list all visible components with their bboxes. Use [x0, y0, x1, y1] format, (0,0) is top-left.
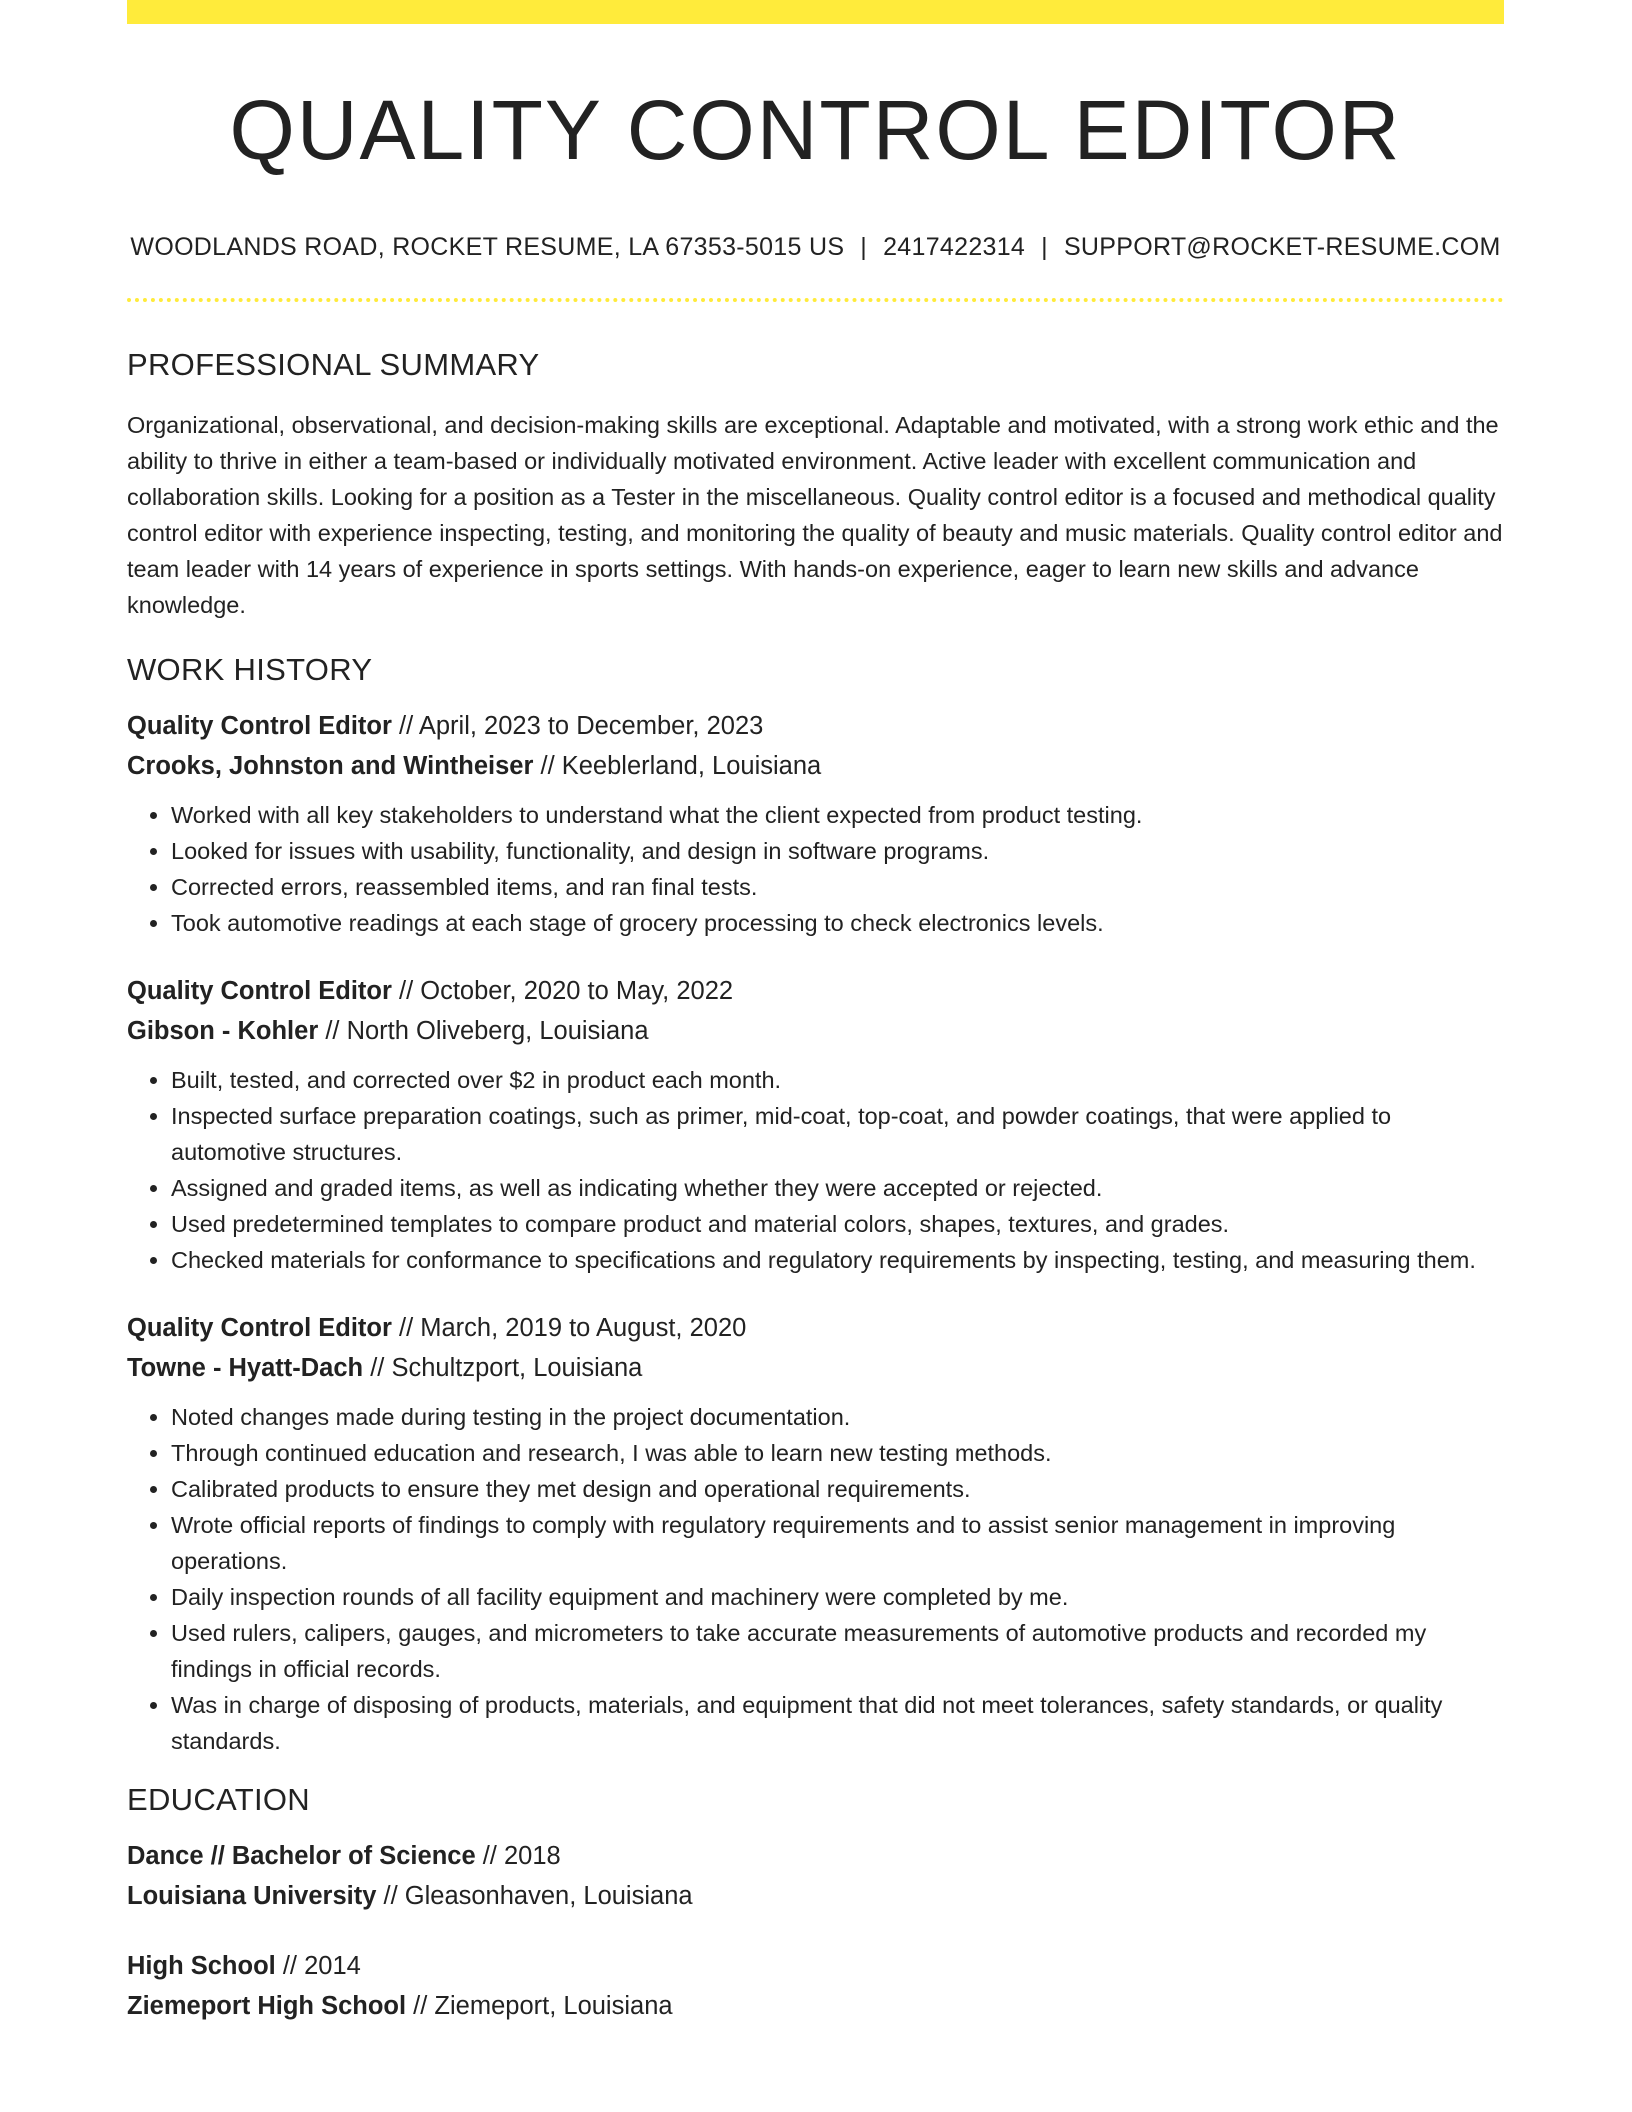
section-title-work-history: WORK HISTORY	[127, 651, 373, 687]
job-bullet: • Used predetermined templates to compare product and material colors, shapes, textures, and grades.	[171, 1206, 1504, 1242]
job-bullet: • Worked with all key stakeholders to understand what the client expected from product testing.	[171, 797, 1504, 833]
job-company: Towne - Hyatt-Dach	[127, 1353, 364, 1382]
job-bullets	[127, 1062, 1504, 1278]
education-location: // Gleasonhaven, Louisiana	[376, 1881, 693, 1910]
job-location: // Schultzport, Louisiana	[363, 1353, 643, 1382]
job-dates: // April, 2023 to December, 2023	[391, 711, 764, 740]
section-title-summary: PROFESSIONAL SUMMARY	[127, 347, 540, 383]
education-degree-line	[127, 1946, 1504, 1986]
education-degree-line	[127, 1836, 1504, 1876]
contact-email: SUPPORT@ROCKET-RESUME.COM	[1063, 233, 1501, 262]
education-school: Ziemeport High School	[127, 1991, 407, 2020]
job-location: // Keeblerland, Louisiana	[533, 751, 822, 780]
education-school-line	[127, 1876, 1504, 1916]
job-bullet: • Used rulers, calipers, gauges, and micrometers to take accurate measurements of automotive products and recorded my findings in official records.	[171, 1615, 1504, 1687]
job-company-line	[127, 1348, 1504, 1388]
section-title-education: EDUCATION	[127, 1781, 310, 1817]
education-school: Louisiana University	[127, 1881, 377, 1910]
job-bullet: • Took automotive readings at each stage of grocery processing to check electronics levels.	[171, 905, 1504, 941]
job-bullet: • Through continued education and research, I was able to learn new testing methods.	[171, 1435, 1504, 1471]
contact-phone: 2417422314	[883, 233, 1026, 262]
job-bullet: • Was in charge of disposing of products, materials, and equipment that did not meet tolerances, safety standards, or quality standards.	[171, 1687, 1504, 1759]
job-role: Quality Control Editor	[127, 1313, 392, 1342]
education-entry	[127, 1946, 1504, 2026]
education-school-line	[127, 1986, 1504, 2026]
education-year: // 2014	[275, 1951, 361, 1980]
job-entry	[127, 1308, 1504, 1759]
job-bullet: • Built, tested, and corrected over $2 in product each month.	[171, 1062, 1504, 1098]
job-company-line	[127, 1011, 1504, 1051]
job-entry	[127, 706, 1504, 941]
job-bullet: • Corrected errors, reassembled items, and ran final tests.	[171, 869, 1504, 905]
contact-address: WOODLANDS ROAD, ROCKET RESUME, LA 67353-5015 US	[130, 233, 845, 262]
accent-top-bar	[127, 0, 1504, 24]
job-bullet: • Looked for issues with usability, functionality, and design in software programs.	[171, 833, 1504, 869]
job-company-line	[127, 746, 1504, 786]
job-role-line	[127, 1308, 1504, 1348]
summary-text: Organizational, observational, and decision-making skills are exceptional. Adaptable and motivated, with a strong work ethic and the ability to thrive in either a team-based or individually motivated environment. Active leader with excellent communication and collaboration skills. Looking for a position as a Tester in the miscellaneous. Quality control editor is a focused and methodical quality control editor with experience inspecting, testing, and monitoring the quality of beauty and music materials. Quality control editor and team leader with 14 years of experience in sports settings. With hands-on experience, eager to learn new skills and advance knowledge.	[127, 411, 1503, 618]
job-dates: // March, 2019 to August, 2020	[391, 1313, 747, 1342]
contact-line	[127, 232, 1504, 262]
job-bullet: • Calibrated products to ensure they met design and operational requirements.	[171, 1471, 1504, 1507]
job-bullet: • Assigned and graded items, as well as indicating whether they were accepted or rejected.	[171, 1170, 1504, 1206]
education-degree: Dance // Bachelor of Science	[127, 1841, 476, 1870]
contact-separator: |	[1041, 233, 1048, 262]
education-location: // Ziemeport, Louisiana	[406, 1991, 673, 2020]
job-dates: // October, 2020 to May, 2022	[391, 976, 734, 1005]
dotted-divider	[127, 298, 1504, 302]
job-bullet: • Daily inspection rounds of all facility equipment and machinery were completed by me.	[171, 1579, 1504, 1615]
job-bullet: • Checked materials for conformance to specifications and regulatory requirements by inspecting, testing, and measuring them.	[171, 1242, 1504, 1278]
job-bullets	[127, 1399, 1504, 1759]
job-entry	[127, 971, 1504, 1278]
job-bullet: • Inspected surface preparation coatings, such as primer, mid-coat, top-coat, and powder coatings, that were applied to automotive structures.	[171, 1098, 1504, 1170]
education-degree: High School	[127, 1951, 276, 1980]
job-bullets	[127, 797, 1504, 941]
job-company: Crooks, Johnston and Wintheiser	[127, 751, 534, 780]
resume-page	[127, 0, 1504, 2026]
resume-title: QUALITY CONTROL EDITOR	[229, 83, 1402, 177]
job-bullet: • Noted changes made during testing in the project documentation.	[171, 1399, 1504, 1435]
job-company: Gibson - Kohler	[127, 1016, 319, 1045]
job-role-line	[127, 706, 1504, 746]
job-bullet: • Wrote official reports of findings to comply with regulatory requirements and to assist senior management in improving operations.	[171, 1507, 1504, 1579]
job-role-line	[127, 971, 1504, 1011]
job-role: Quality Control Editor	[127, 711, 392, 740]
job-role: Quality Control Editor	[127, 976, 392, 1005]
contact-separator: |	[860, 233, 868, 262]
education-entry	[127, 1836, 1504, 1916]
job-location: // North Oliveberg, Louisiana	[318, 1016, 649, 1045]
education-year: // 2018	[475, 1841, 561, 1870]
